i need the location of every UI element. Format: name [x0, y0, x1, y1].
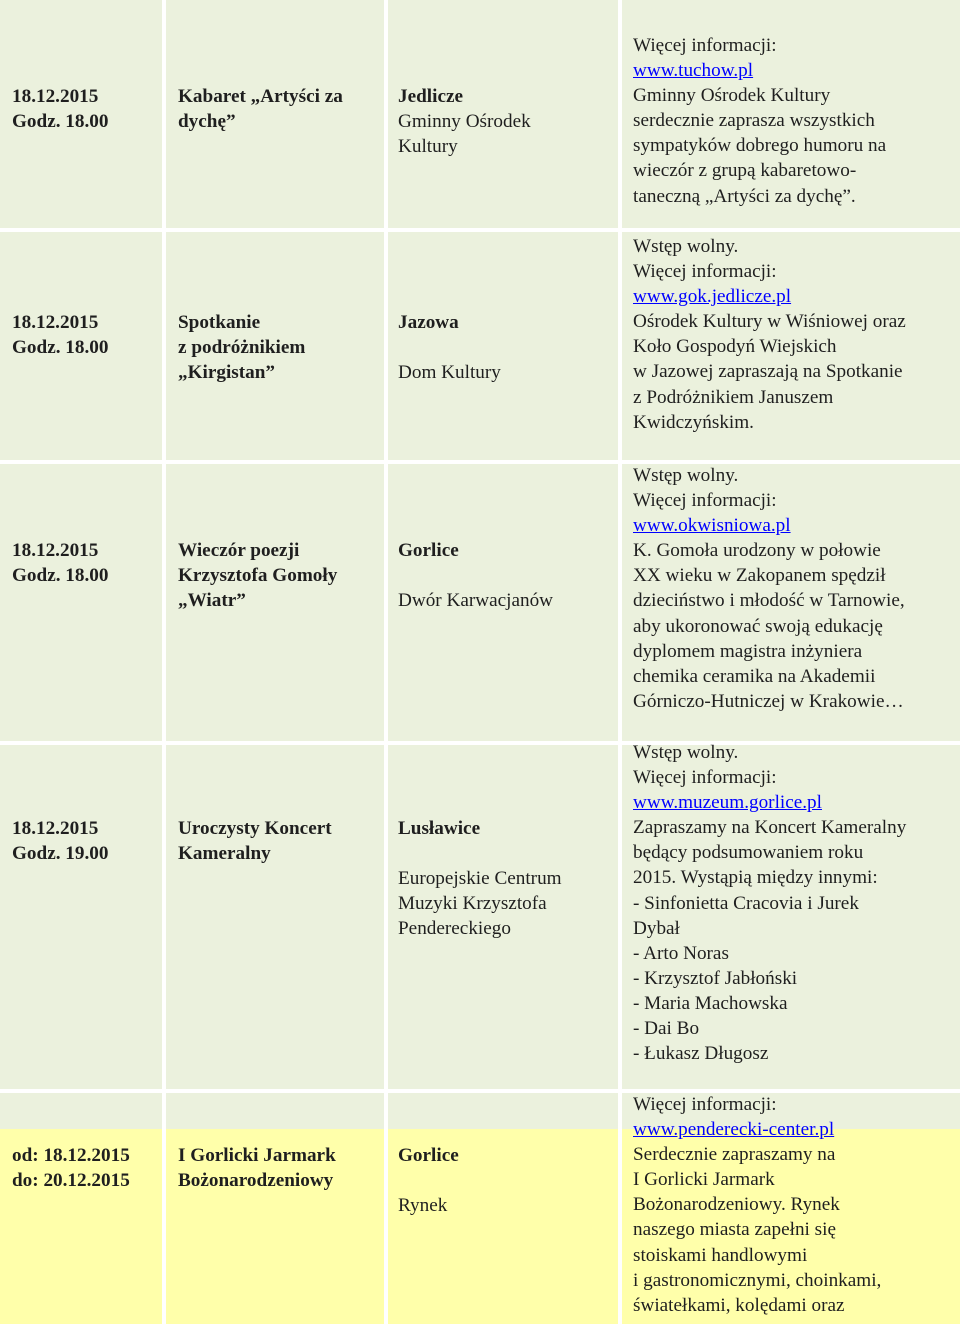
- info-label: Więcej informacji:: [633, 1094, 777, 1115]
- info-link[interactable]: www.tuchow.pl: [633, 60, 754, 82]
- date-cell: [0, 464, 162, 741]
- event-row: [0, 232, 960, 460]
- event-row: [0, 464, 960, 741]
- info-label: Więcej informacji:: [633, 490, 777, 512]
- entry-note: Wstęp wolny.: [633, 742, 739, 763]
- event-title: Kabaret „Artyści za dychę”: [178, 86, 343, 133]
- info-link[interactable]: www.muzeum.gorlice.pl: [633, 792, 822, 814]
- event-date: od: 18.12.2015 do: 20.12.2015: [12, 1145, 130, 1192]
- event-description: Więcej informacji: www.penderecki-center.pl Serdecznie zapraszamy na I Gorlicki Jarmark Bożonarodzeniowy. Rynek naszego miasta zapełni się stoiskami handlowymi i gastronomicznymi, choinkami, światełkami, kolędami oraz: [633, 1094, 882, 1316]
- info-label: Więcej informacji:: [633, 35, 777, 56]
- event-description: Wstęp wolny. Więcej informacji: www.muzeum.gorlice.pl Zapraszamy na Koncert Kameralny będący podsumowaniem roku 2015. Wystąpią między innymi: - Sinfonietta Cracovia i Jurek Dybał - Arto Noras - Krzysztof Jabłoński - Maria Machowska - Dai Bo - Łukasz Długosz: [633, 742, 907, 1065]
- date-cell: [0, 1093, 162, 1129]
- event-row: [0, 0, 960, 228]
- info-link[interactable]: www.gok.jedlicze.pl: [633, 286, 792, 308]
- event-title: Wieczór poezji Krzysztofa Gomoły „Wiatr”: [178, 540, 338, 612]
- event-row: [0, 742, 960, 1089]
- event-place: Jazowa Dom Kultury: [398, 312, 501, 384]
- event-date: 18.12.2015 Godz. 18.00: [12, 312, 109, 359]
- entry-note: Wstęp wolny.: [633, 236, 739, 257]
- event-description: Wstęp wolny. Więcej informacji: www.okwisniowa.pl K. Gomoła urodzony w połowie XX wieku w Zakopanem spędził dzieciństwo i młodość w Tarnowie, aby ukoronować swoją edukację dyplomem magistra inżyniera chemika ceramika na Akademii Górniczo-Hutniczej w Krakowie…: [633, 465, 905, 712]
- event-date: 18.12.2015 Godz. 18.00: [12, 86, 109, 133]
- event-title: I Gorlicki Jarmark Bożonarodzeniowy: [178, 1145, 336, 1192]
- info-link[interactable]: www.penderecki-center.pl: [633, 1119, 835, 1141]
- event-title: Spotkanie z podróżnikiem „Kirgistan”: [178, 312, 306, 384]
- date-cell: [0, 745, 162, 1089]
- event-date: 18.12.2015 Godz. 18.00: [12, 540, 109, 587]
- event-place: Jedlicze Gminny Ośrodek Kultury: [398, 86, 531, 158]
- event-place: Lusławice Europejskie Centrum Muzyki Krzysztofa Pendereckiego: [398, 818, 562, 940]
- entry-note: Wstęp wolny.: [633, 465, 739, 486]
- event-title: Uroczysty Koncert Kameralny: [178, 818, 332, 865]
- info-label: Więcej informacji:: [633, 261, 777, 283]
- event-date: 18.12.2015 Godz. 19.00: [12, 818, 109, 865]
- event-place: Gorlice Rynek: [398, 1145, 459, 1217]
- title-cell: [166, 745, 384, 1089]
- info-link[interactable]: www.okwisniowa.pl: [633, 515, 791, 537]
- event-description: Wstęp wolny. Więcej informacji: www.gok.jedlicze.pl Ośrodek Kultury w Wiśniowej oraz Koło Gospodyń Wiejskich w Jazowej zapraszają na Spotkanie z Podróżnikiem Januszem Kwidczyńskim.: [633, 236, 906, 433]
- info-label: Więcej informacji:: [633, 767, 777, 789]
- event-description: Więcej informacji: www.tuchow.pl Gminny Ośrodek Kultury serdecznie zaprasza wszystkich sympatyków dobrego humoru na wieczór z grupą kabaretowo- taneczną „Artyści za dychę”.: [633, 35, 887, 207]
- event-place: Gorlice Dwór Karwacjanów: [398, 540, 554, 612]
- title-cell: [166, 1093, 384, 1129]
- place-cell: [388, 1093, 618, 1129]
